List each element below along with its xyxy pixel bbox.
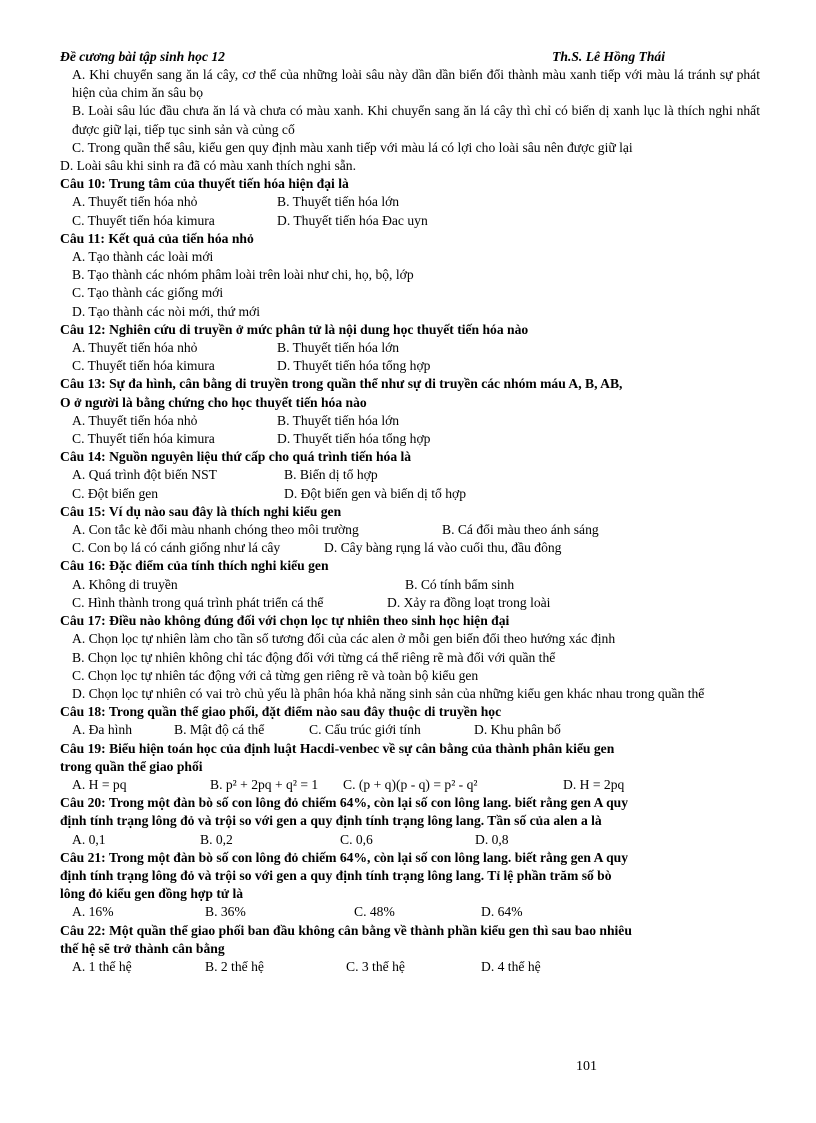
q15-option-a: A. Con tắc kè đổi màu nhanh chóng theo môi trường: [72, 522, 359, 538]
question-13-title-line1: Câu 13: Sự đa hình, cân bằng di truyền trong quần thể như sự di truyền các nhóm máu A, B, AB,: [60, 376, 623, 392]
q21-option-c: C. 48%: [354, 904, 395, 920]
question-15-title: Câu 15: Ví dụ nào sau đây là thích nghi kiểu gen: [60, 503, 342, 519]
q20-option-a: A. 0,1: [72, 831, 106, 847]
q16-option-a: A. Không di truyền: [72, 576, 178, 592]
q21-option-a: A. 16%: [72, 904, 114, 920]
q11-option-c: C. Tạo thành các giống mới: [72, 285, 224, 301]
question-21-title-line2: định tính trạng lông đỏ và trội so với gen a quy định tính trạng lông lang. Tỉ lệ phần trăm số bò: [60, 867, 612, 883]
q15-option-b: B. Cá đổi màu theo ánh sáng: [442, 522, 599, 538]
q10-option-b: B. Thuyết tiến hóa lớn: [277, 194, 400, 210]
q12-option-b: B. Thuyết tiến hóa lớn: [277, 340, 400, 356]
question-22-title-line1: Câu 22: Một quần thể giao phối ban đầu không cân bằng về thành phần kiểu gen thì sau bao nhiêu: [60, 922, 632, 938]
intro-option-b: B. Loài sâu lúc đầu chưa ăn lá và chưa có màu xanh. Khi chuyển sang ăn lá cây thì chỉ có biến dị xanh lục là thích nghi nhất được giữ lại, tiếp tục sinh sản và củng cố: [72, 103, 760, 137]
q13-option-c: C. Thuyết tiến hóa kimura: [72, 431, 215, 447]
q18-option-c: C. Cấu trúc giới tính: [309, 722, 421, 738]
q22-option-a: A. 1 thế hệ: [72, 958, 132, 974]
q15-option-d: D. Cây bàng rụng lá vào cuối thu, đầu đông: [324, 540, 562, 556]
q22-option-d: D. 4 thế hệ: [481, 958, 541, 974]
question-18-title: Câu 18: Trong quần thể giao phối, đặt điểm nào sau đây thuộc di truyền học: [60, 704, 502, 720]
q13-option-b: B. Thuyết tiến hóa lớn: [277, 412, 400, 428]
q18-option-b: B. Mật độ cá thể: [174, 722, 265, 738]
q14-option-d: D. Đột biến gen và biến dị tổ hợp: [284, 485, 466, 501]
q14-option-a: A. Quá trình đột biến NST: [72, 467, 217, 483]
question-21-title-line1: Câu 21: Trong một đàn bò số con lông đỏ chiếm 64%, còn lại số con lông lang. biết rằng gen A quy: [60, 849, 629, 865]
q17-option-b: B. Chọn lọc tự nhiên không chỉ tác động đối với từng cá thể riêng rẽ mà đối với quần thể: [72, 649, 556, 665]
q17-option-d: D. Chọn lọc tự nhiên có vai trò chủ yếu là phân hóa khả năng sinh sản của những kiểu gen khác nhau trong quần thể: [72, 685, 705, 701]
header-author: Th.S. Lê Hồng Thái: [552, 49, 665, 64]
q20-option-b: B. 0,2: [200, 831, 233, 847]
q18-option-d: D. Khu phân bố: [474, 722, 561, 738]
q20-option-d: D. 0,8: [475, 831, 509, 847]
q20-option-c: C. 0,6: [340, 831, 373, 847]
q10-option-d: D. Thuyết tiến hóa Đac uyn: [277, 212, 428, 228]
header-course-title: Đề cương bài tập sinh học 12: [60, 49, 225, 64]
intro-option-a: A. Khi chuyển sang ăn lá cây, cơ thể của những loài sâu này dần dần biến đổi thành màu xanh tiếp với màu lá tránh sự phát hiện của chim ăn sâu bọ: [72, 67, 760, 101]
q10-option-c: C. Thuyết tiến hóa kimura: [72, 212, 215, 228]
question-10-title: Câu 10: Trung tâm của thuyết tiến hóa hiện đại là: [60, 176, 349, 192]
intro-option-c: C. Trong quần thể sâu, kiểu gen quy định màu xanh tiếp với màu lá có lợi cho loài sâu nên được giữ lại: [72, 139, 633, 155]
q13-option-a: A. Thuyết tiến hóa nhỏ: [72, 412, 198, 428]
q19-option-a: A. H = pq: [72, 776, 127, 792]
q19-option-d: D. H = 2pq: [563, 776, 625, 792]
q11-option-a: A. Tạo thành các loài mới: [72, 249, 214, 265]
question-20-title-line2: định tính trạng lông đỏ và trội so với gen a quy định tính trạng lông lang. Tần số của alen a là: [60, 813, 602, 829]
q16-option-b: B. Có tính bẩm sinh: [405, 576, 515, 592]
q16-option-d: D. Xảy ra đồng loạt trong loài: [387, 594, 551, 610]
question-20-title-line1: Câu 20: Trong một đàn bò số con lông đỏ chiếm 64%, còn lại số con lông lang. biết rằng gen A quy: [60, 795, 629, 811]
question-22-title-line2: thế hệ sẽ trở thành cân bằng: [60, 940, 225, 956]
q21-option-b: B. 36%: [205, 904, 246, 920]
question-19-title-line2: trong quần thể giao phối: [60, 758, 203, 774]
q12-option-a: A. Thuyết tiến hóa nhỏ: [72, 340, 198, 356]
q22-option-b: B. 2 thế hệ: [205, 958, 264, 974]
q22-option-c: C. 3 thế hệ: [346, 958, 405, 974]
q19-option-b: B. p² + 2pq + q² = 1: [210, 776, 319, 792]
q16-option-c: C. Hình thành trong quá trình phát triển cá thể: [72, 594, 324, 610]
q14-option-b: B. Biến dị tổ hợp: [284, 467, 378, 483]
q11-option-b: B. Tạo thành các nhóm phâm loài trên loài như chi, họ, bộ, lớp: [72, 267, 414, 283]
q17-option-a: A. Chọn lọc tự nhiên làm cho tần số tương đối của các alen ở mỗi gen biến đổi theo hướng xác định: [72, 631, 616, 647]
page-header: [60, 48, 760, 66]
q17-option-c: C. Chọn lọc tự nhiên tác động với cả từng gen riêng rẽ và toàn bộ kiểu gen: [72, 667, 479, 683]
question-19-title-line1: Câu 19: Biểu hiện toán học của định luật Hacdi-venbec về sự cân bằng của thành phân kiểu gen: [60, 740, 615, 756]
question-11-title: Câu 11: Kết quả của tiến hóa nhỏ: [60, 230, 254, 246]
q14-option-c: C. Đột biến gen: [72, 485, 159, 501]
q18-option-a: A. Đa hình: [72, 722, 133, 738]
question-17-title: Câu 17: Điều nào không đúng đối với chọn lọc tự nhiên theo sinh học hiện đại: [60, 613, 510, 629]
page-number: 101: [576, 1059, 597, 1074]
q19-option-c: C. (p + q)(p - q) = p² - q²: [343, 776, 478, 792]
question-16-title: Câu 16: Đặc điểm của tính thích nghi kiểu gen: [60, 558, 329, 574]
q12-option-d: D. Thuyết tiến hóa tổng hợp: [277, 358, 431, 374]
q13-option-d: D. Thuyết tiến hóa tổng hợp: [277, 431, 431, 447]
q15-option-c: C. Con bọ lá có cánh giống như lá cây: [72, 540, 281, 556]
q12-option-c: C. Thuyết tiến hóa kimura: [72, 358, 215, 374]
question-12-title: Câu 12: Nghiên cứu di truyền ở mức phân tử là nội dung học thuyết tiến hóa nào: [60, 321, 529, 337]
question-14-title: Câu 14: Nguồn nguyên liệu thứ cấp cho quá trình tiến hóa là: [60, 449, 412, 465]
question-21-title-line3: lông đỏ kiểu gen đồng hợp tử là: [60, 886, 244, 902]
document-page: [60, 48, 760, 976]
question-13-title-line2: O ở người là bằng chứng cho học thuyết tiến hóa nào: [60, 394, 367, 410]
q10-option-a: A. Thuyết tiến hóa nhỏ: [72, 194, 198, 210]
q11-option-d: D. Tạo thành các nòi mới, thứ mới: [72, 303, 260, 319]
intro-option-d: D. Loài sâu khi sinh ra đã có màu xanh thích nghi sẵn.: [60, 158, 356, 174]
q21-option-d: D. 64%: [481, 904, 523, 920]
